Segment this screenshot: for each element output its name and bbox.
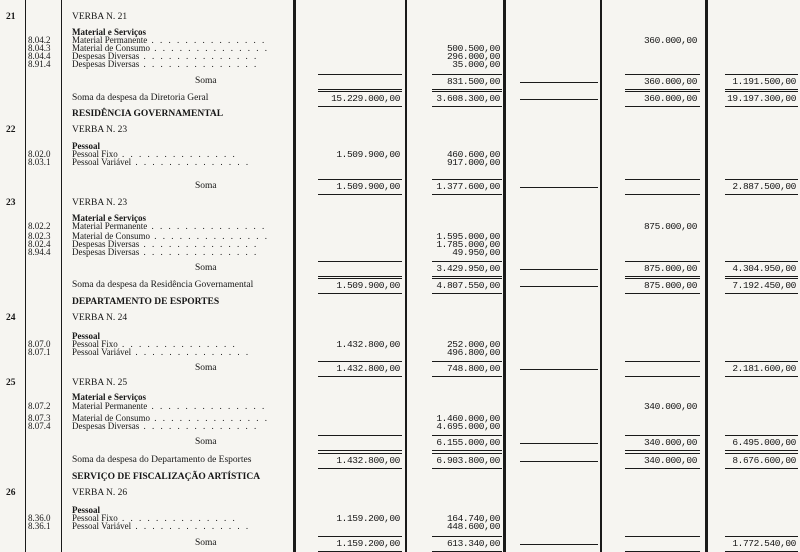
dot-leader: . . . . . . . . . . . . . . [117,339,237,349]
amount-c2: 496.800,00 [446,347,500,358]
item-number: 21 [6,12,16,22]
amount-c2: 49.950,00 [452,247,500,258]
line-item-label: Material Permanente . . . . . . . . . . . . . . [72,221,267,231]
amount-c2: 6.903.800,00 [436,455,500,466]
rule-line [318,278,402,279]
line-item-label: Pessoal Fixo . . . . . . . . . . . . . . [72,339,237,349]
line-item-label: Pessoal Variável . . . . . . . . . . . . . . [72,347,251,357]
rule-line [625,293,700,294]
account-code: 8.04.2 [28,35,51,45]
amount-c5: 875.000,00 [643,280,697,291]
amount-c2: 252.000,00 [446,339,500,350]
dot-leader: . . . . . . . . . . . . . . [139,51,259,61]
dot-leader: . . . . . . . . . . . . . . [131,521,251,531]
rule-line [318,276,402,277]
group-heading: Pessoal [72,141,100,151]
rule-line [725,278,798,279]
dot-leader: . . . . . . . . . . . . . . [150,43,269,53]
line-item-label: Despesas Diversas . . . . . . . . . . . . . . [72,421,259,431]
rule-line [432,361,502,362]
line-item-label: Pessoal Fixo . . . . . . . . . . . . . . [72,513,237,523]
rule-line [432,276,502,277]
dot-leader: . . . . . . . . . . . . . . [117,149,237,159]
amount-c1: 1.509.900,00 [336,280,400,291]
rule-line [625,536,700,537]
dot-leader: . . . . . . . . . . . . . . [139,421,259,431]
rule-line [725,361,798,362]
dot-leader: . . . . . . . . . . . . . . [139,247,259,257]
account-code: 8.03.1 [28,157,51,167]
amount-c6: 8.676.600,00 [732,455,796,466]
dash-line [520,286,598,287]
rule-line [432,293,502,294]
rule-line [318,435,402,436]
amount-c2: 917.000,00 [446,157,500,168]
rule-line [725,293,798,294]
rule-line [432,453,502,454]
rule-line [625,106,700,107]
line-item-label: Material Permanente . . . . . . . . . . . . . . [72,35,267,45]
account-code: 8.07.2 [28,401,51,411]
amount-c2: 3.608.300,00 [436,93,500,104]
rule-line [432,106,502,107]
rule-line [725,536,798,537]
amount-c1: 1.509.900,00 [336,149,400,160]
rule-line [318,468,402,469]
rule-line [318,106,402,107]
amount-c5: 875.000,00 [643,263,697,274]
amount-c2: 1.377.600,00 [436,181,500,192]
group-heading: Material e Serviços [72,27,146,37]
dot-leader: . . . . . . . . . . . . . . [117,513,237,523]
account-code: 8.02.4 [28,239,51,249]
rule-line [625,453,700,454]
account-code: 8.36.0 [28,513,51,523]
rule-line [432,450,502,451]
soma-label: Soma [195,437,217,447]
verba-heading: VERBA N. 21 [72,12,128,22]
dash-line [520,443,598,444]
amount-c5: 340.000,00 [643,401,697,412]
account-code: 8.07.3 [28,413,51,423]
account-code: 8.07.1 [28,347,51,357]
rule-line [625,278,700,279]
group-heading: Material e Serviços [72,213,146,223]
verba-heading: VERBA N. 26 [72,488,128,498]
line-item-label: Despesas Diversas . . . . . . . . . . . . . . [72,51,259,61]
rule-line [725,468,798,469]
rule-line [625,276,700,277]
amount-c2: 500.500,00 [446,43,500,54]
soma-label: Soma [195,76,217,86]
dot-leader: . . . . . . . . . . . . . . [147,221,267,231]
account-code: 8.91.4 [28,59,51,69]
rule-line [725,91,798,92]
verba-heading: VERBA N. 23 [72,125,128,135]
dash-line [520,461,598,462]
account-code: 8.94.4 [28,247,51,257]
amount-c2: 460.600,00 [446,149,500,160]
rule-line [318,450,402,451]
rule-line [432,468,502,469]
soma-label: Soma [195,181,217,191]
verba-heading: VERBA N. 24 [72,313,128,323]
rule-line [318,361,402,362]
dot-leader: . . . . . . . . . . . . . . [139,59,259,69]
amount-c5: 360.000,00 [643,76,697,87]
column-rule [705,0,708,552]
rule-line [625,450,700,451]
rule-line [318,376,402,377]
account-code: 8.02.3 [28,231,51,241]
rule-line [725,194,798,195]
rule-line [725,435,798,436]
rule-line [318,261,402,262]
dash-line [520,82,598,83]
amount-c6: 6.495.000,00 [732,437,796,448]
rule-line [725,261,798,262]
amount-c2: 164.740,00 [446,513,500,524]
rule-line [432,91,502,92]
column-rule [600,0,602,552]
amount-c6: 4.304.950,00 [732,263,796,274]
department-heading: RESIDÊNCIA GOVERNAMENTAL [72,109,224,119]
amount-c2: 3.429.950,00 [436,263,500,274]
rule-line [432,435,502,436]
dash-line [520,369,598,370]
amount-c2: 1.595.000,00 [436,231,500,242]
amount-c1: 1.432.800,00 [336,455,400,466]
amount-c1: 1.159.200,00 [336,513,400,524]
column-rule [405,0,407,552]
dot-leader: . . . . . . . . . . . . . . [139,239,259,249]
line-item-label: Material Permanente . . . . . . . . . . . . . . [72,401,267,411]
verba-heading: VERBA N. 25 [72,378,128,388]
amount-c5: 360.000,00 [643,35,697,46]
amount-c1: 1.509.900,00 [336,181,400,192]
dot-leader: . . . . . . . . . . . . . . [147,401,267,411]
amount-c2: 1.785.000,00 [436,239,500,250]
dash-line [520,544,598,545]
soma-label: Soma [195,363,217,373]
rule-line [432,376,502,377]
amount-c6: 2.887.500,00 [732,181,796,192]
rule-line [625,435,700,436]
amount-c6: 7.192.450,00 [732,280,796,291]
account-code: 8.02.0 [28,149,51,159]
dash-line [520,187,598,188]
amount-c2: 35.000,00 [452,59,500,70]
line-item-label: Despesas Diversas . . . . . . . . . . . . . . [72,59,259,69]
dash-line [520,269,598,270]
department-heading: SERVIÇO DE FISCALIZAÇÃO ARTÍSTICA [72,472,261,482]
rule-line [432,179,502,180]
total-label: Soma da despesa da Diretoria Geral [72,93,209,103]
amount-c5: 875.000,00 [643,221,697,232]
line-item-label: Material de Consumo . . . . . . . . . . . . . . [72,43,269,53]
rule-line [625,376,700,377]
account-code: 8.02.2 [28,221,51,231]
rule-line [725,276,798,277]
rule-line [625,468,700,469]
line-item-label: Despesas Diversas . . . . . . . . . . . . . . [72,239,259,249]
rule-line [432,261,502,262]
rule-line [725,450,798,451]
amount-c5: 340.000,00 [643,437,697,448]
line-item-label: Despesas Diversas . . . . . . . . . . . . . . [72,247,259,257]
dot-leader: . . . . . . . . . . . . . . [150,413,269,423]
rule-line [725,179,798,180]
group-heading: Pessoal [72,331,100,341]
line-item-label: Material de Consumo . . . . . . . . . . . . . . [72,231,269,241]
dot-leader: . . . . . . . . . . . . . . [147,35,267,45]
rule-line [625,179,700,180]
rule-line [625,91,700,92]
rule-line [318,89,402,90]
soma-label: Soma [195,263,217,273]
dot-leader: . . . . . . . . . . . . . . [131,157,251,167]
rule-line [432,74,502,75]
rule-line [725,376,798,377]
rule-line [725,453,798,454]
rule-line [318,293,402,294]
rule-line [432,89,502,90]
amount-c6: 2.181.600,00 [732,363,796,374]
line-item-label: Pessoal Variável . . . . . . . . . . . . . . [72,157,251,167]
item-number: 26 [6,488,16,498]
rule-line [725,106,798,107]
amount-c2: 4.695.000,00 [436,421,500,432]
soma-label: Soma [195,538,217,548]
dot-leader: . . . . . . . . . . . . . . [131,347,251,357]
amount-c2: 448.600,00 [446,521,500,532]
amount-c1: 1.159.200,00 [336,538,400,549]
rule-line [318,194,402,195]
account-code: 8.07.0 [28,339,51,349]
amount-c6: 1.772.540,00 [732,538,796,549]
dot-leader: . . . . . . . . . . . . . . [150,231,269,241]
rule-line [432,536,502,537]
rule-line [318,91,402,92]
amount-c2: 6.155.000,00 [436,437,500,448]
amount-c2: 1.460.000,00 [436,413,500,424]
rule-line [625,89,700,90]
item-number: 22 [6,125,16,135]
group-heading: Material e Serviços [72,392,146,402]
rule-line [432,278,502,279]
line-item-label: Material de Consumo . . . . . . . . . . . . . . [72,413,269,423]
rule-line [318,453,402,454]
rule-line [625,361,700,362]
line-item-label: Pessoal Fixo . . . . . . . . . . . . . . [72,149,237,159]
rule-line [625,261,700,262]
amount-c5: 340.000,00 [643,455,697,466]
rule-line [725,89,798,90]
rule-line [432,194,502,195]
rule-line [318,74,402,75]
group-heading: Pessoal [72,505,100,515]
amount-c2: 748.800,00 [446,363,500,374]
column-rule [61,0,62,552]
rule-line [318,536,402,537]
department-heading: DEPARTAMENTO DE ESPORTES [72,297,220,307]
dash-line [520,99,598,100]
item-number: 25 [6,378,16,388]
column-rule [25,0,26,552]
column-rule [293,0,296,552]
rule-line [625,74,700,75]
total-label: Soma da despesa do Departamento de Esportes [72,455,252,465]
amount-c2: 4.807.550,00 [436,280,500,291]
amount-c6: 1.191.500,00 [732,76,796,87]
rule-line [725,74,798,75]
item-number: 24 [6,313,16,323]
line-item-label: Pessoal Variável . . . . . . . . . . . . . . [72,521,251,531]
amount-c2: 296.000,00 [446,51,500,62]
rule-line [318,179,402,180]
amount-c2: 831.500,00 [446,76,500,87]
amount-c5: 360.000,00 [643,93,697,104]
item-number: 23 [6,198,16,208]
total-label: Soma da despesa da Residência Governamental [72,280,254,290]
column-rule [503,0,506,552]
account-code: 8.36.1 [28,521,51,531]
account-code: 8.07.4 [28,421,51,431]
verba-heading: VERBA N. 23 [72,198,128,208]
amount-c6: 19.197.300,00 [727,93,796,104]
amount-c1: 1.432.800,00 [336,363,400,374]
account-code: 8.04.4 [28,51,51,61]
account-code: 8.04.3 [28,43,51,53]
amount-c1: 15.229.000,00 [331,93,400,104]
amount-c1: 1.432.800,00 [336,339,400,350]
amount-c2: 613.340,00 [446,538,500,549]
rule-line [625,194,700,195]
